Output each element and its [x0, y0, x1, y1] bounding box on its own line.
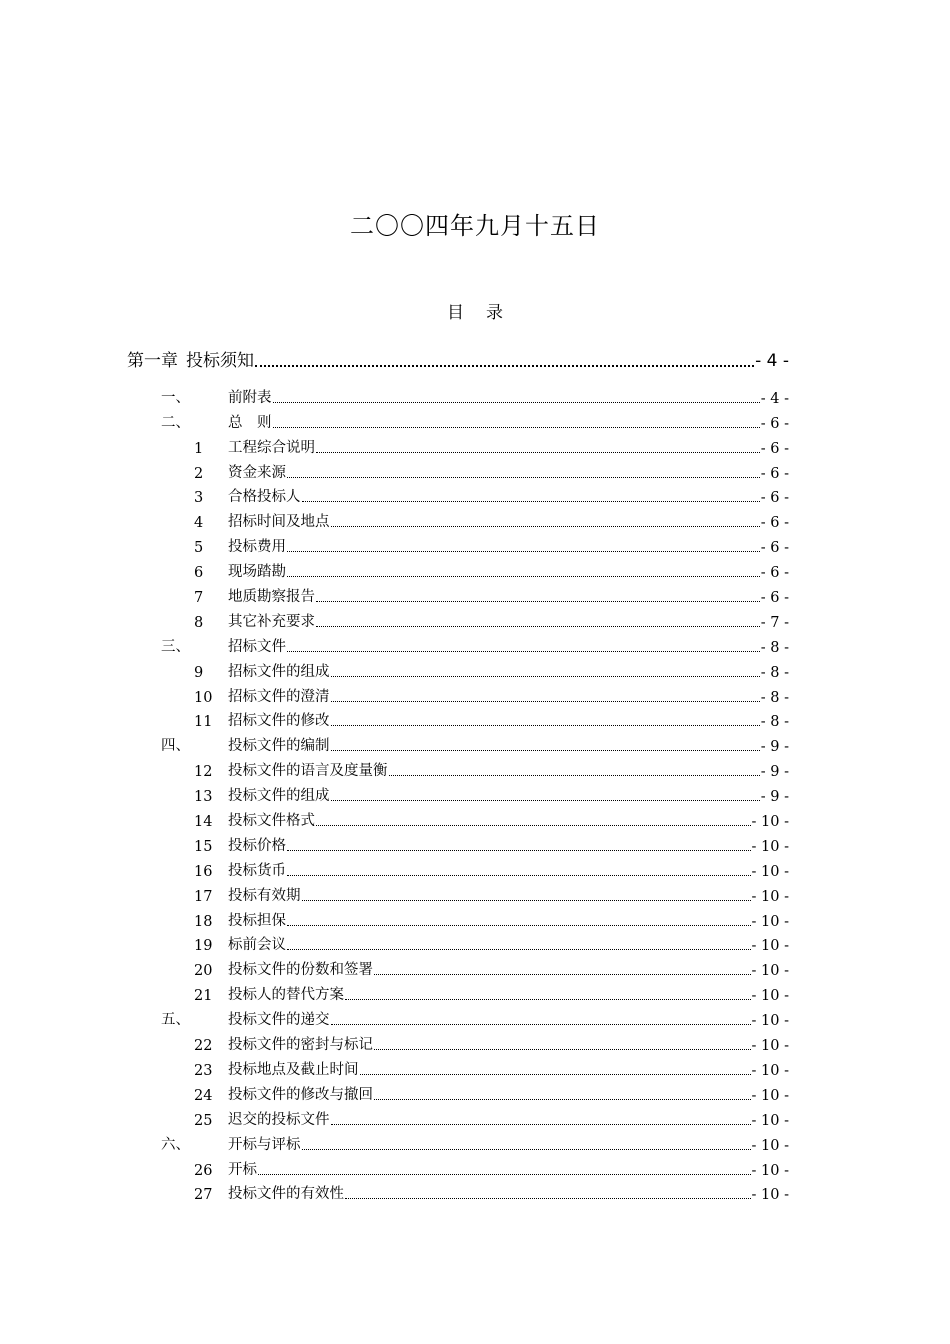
dot-leader [287, 651, 760, 652]
toc-entry-title: 现场踏勘 [228, 564, 286, 581]
toc-entry-number: 14 [194, 814, 213, 831]
toc-entry[interactable] [0, 782, 950, 807]
toc-entry-body [228, 510, 789, 531]
toc-entry[interactable] [0, 558, 950, 583]
toc-entry-number: 三、 [161, 638, 190, 655]
toc-entry-title: 招标时间及地点 [228, 514, 330, 531]
toc-entry-body [228, 859, 789, 880]
dot-leader [331, 676, 760, 677]
toc-entry-title: 投标文件格式 [228, 813, 315, 830]
dot-leader [255, 365, 754, 367]
toc-entry-number: 12 [194, 764, 213, 781]
toc-entry-title: 投标文件的密封与标记 [228, 1037, 373, 1054]
toc-entry[interactable] [0, 708, 950, 733]
dot-leader [316, 452, 760, 453]
toc-heading-char-2: 录 [486, 303, 503, 323]
toc-entry[interactable] [0, 882, 950, 907]
toc-entry-number: 9 [194, 664, 204, 681]
toc-entry-page-number: - 8 - [760, 689, 789, 706]
toc-entry-title: 工程综合说明 [228, 439, 315, 456]
toc-entry-title: 投标有效期 [228, 887, 301, 904]
toc-entry-body [228, 784, 789, 805]
toc-entry-number: 五、 [161, 1012, 190, 1029]
toc-entry-title: 总 则 [228, 414, 272, 431]
toc-entry[interactable] [0, 807, 950, 832]
toc-entry-number: 16 [194, 863, 213, 880]
toc-entry-title: 投标文件的语言及度量衡 [228, 763, 388, 780]
toc-entry[interactable] [0, 633, 950, 658]
toc-entry-number: 22 [194, 1038, 213, 1055]
toc-entry-title: 投标费用 [228, 539, 286, 556]
toc-entry-title: 投标文件的份数和签署 [228, 962, 373, 979]
toc-entry-page-number: - 10 - [751, 988, 789, 1005]
toc-entry-page-number: - 8 - [760, 639, 789, 656]
toc-entry-title: 投标价格 [228, 837, 286, 854]
toc-entry-number: 7 [194, 590, 204, 607]
toc-entry-number: 10 [194, 689, 213, 706]
toc-entry-title: 投标地点及截止时间 [228, 1061, 359, 1078]
toc-entry-page-number: - 4 - [760, 390, 789, 407]
toc-entry-body [228, 560, 789, 581]
toc-entry-page-number: - 6 - [760, 490, 789, 507]
toc-entry-number: 二、 [161, 414, 190, 431]
toc-entry-number: 13 [194, 789, 213, 806]
toc-entry-page-number: - 10 - [751, 1087, 789, 1104]
toc-entry[interactable] [0, 459, 950, 484]
toc-entry-number: 21 [194, 988, 213, 1005]
dot-leader [273, 402, 760, 403]
toc-entry-number: 5 [194, 540, 204, 557]
dot-leader [360, 1074, 751, 1075]
toc-entry[interactable] [0, 1056, 950, 1081]
toc-entry-title: 标前会议 [228, 937, 286, 954]
toc-entry-body [228, 1108, 789, 1129]
dot-leader [273, 427, 760, 428]
dot-leader [331, 725, 760, 726]
toc-entry-body [228, 660, 789, 681]
toc-entry-page-number: - 10 - [751, 1038, 789, 1055]
toc-entry[interactable] [0, 384, 950, 409]
toc-entry[interactable] [0, 583, 950, 608]
toc-entry-title: 投标货币 [228, 862, 286, 879]
toc-entry[interactable] [0, 1006, 950, 1031]
toc-entry-body [228, 1058, 789, 1079]
toc-entry-title: 迟交的投标文件 [228, 1111, 330, 1128]
dot-leader [345, 999, 751, 1000]
toc-entry-body [228, 1033, 789, 1054]
chapter-label [127, 346, 254, 371]
chapter-title: 投标须知 [186, 351, 254, 371]
toc-entry-title: 投标文件的有效性 [228, 1186, 344, 1203]
toc-entry-title: 前附表 [228, 389, 272, 406]
toc-entry-number: 六、 [161, 1136, 190, 1153]
toc-entry[interactable] [0, 1081, 950, 1106]
dot-leader [287, 949, 751, 950]
toc-entry-page-number: - 9 - [760, 739, 789, 756]
document-date: 二〇〇四年九月十五日 [350, 212, 600, 240]
toc-entry-title: 招标文件的组成 [228, 663, 330, 680]
toc-entry-title: 投标担保 [228, 912, 286, 929]
toc-entry-body [228, 909, 789, 930]
dot-leader [331, 1124, 751, 1125]
dot-leader [287, 551, 760, 552]
toc-entry-title: 投标文件的编制 [228, 738, 330, 755]
toc-entry-page-number: - 9 - [760, 789, 789, 806]
toc-entry-body [228, 585, 789, 606]
dot-leader [316, 601, 760, 602]
toc-heading-char-1: 目 [447, 303, 464, 323]
toc-entry-body [228, 834, 789, 855]
toc-entry-body [228, 436, 789, 457]
toc-entry[interactable] [0, 409, 950, 434]
dot-leader [331, 526, 760, 527]
toc-entry[interactable] [0, 658, 950, 683]
dot-leader [316, 825, 751, 826]
toc-entry-body [228, 933, 789, 954]
toc-entry-body [228, 386, 789, 407]
toc-entry-body [228, 635, 789, 656]
toc-entry-title: 其它补充要求 [228, 613, 315, 630]
toc-entry-page-number: - 10 - [751, 963, 789, 980]
toc-entry-number: 15 [194, 838, 213, 855]
toc-entry[interactable] [0, 907, 950, 932]
chapter-page-number: - 4 - [755, 351, 789, 371]
toc-entry-body [228, 685, 789, 706]
dot-leader [374, 1099, 751, 1100]
toc-entry[interactable] [0, 932, 950, 957]
toc-entry-page-number: - 10 - [751, 938, 789, 955]
toc-entry-number: 4 [194, 515, 204, 532]
toc-entry-title: 招标文件的澄清 [228, 688, 330, 705]
toc-entry-body [228, 1133, 789, 1154]
toc-entry-page-number: - 10 - [751, 838, 789, 855]
toc-entry-page-number: - 10 - [751, 888, 789, 905]
toc-entry-page-number: - 10 - [751, 1162, 789, 1179]
toc-entry-list [0, 384, 950, 1205]
toc-entry[interactable] [0, 732, 950, 757]
toc-entry-page-number: - 6 - [760, 590, 789, 607]
toc-entry-page-number: - 10 - [751, 1013, 789, 1030]
toc-entry-body [228, 485, 789, 506]
dot-leader [287, 875, 751, 876]
toc-entry-number: 18 [194, 913, 213, 930]
toc-entry-title: 投标人的替代方案 [228, 987, 344, 1004]
dot-leader [331, 701, 760, 702]
toc-entry-number: 25 [194, 1112, 213, 1129]
toc-entry-page-number: - 10 - [751, 1112, 789, 1129]
toc-entry-page-number: - 6 - [760, 415, 789, 432]
toc-entry[interactable] [0, 1131, 950, 1156]
toc-entry-body [228, 1008, 789, 1029]
toc-entry-number: 2 [194, 465, 204, 482]
toc-entry-number: 1 [194, 440, 204, 457]
toc-entry[interactable] [0, 533, 950, 558]
toc-entry[interactable] [0, 1031, 950, 1056]
toc-entry-page-number: - 6 - [760, 565, 789, 582]
dot-leader [374, 974, 751, 975]
toc-entry[interactable] [0, 683, 950, 708]
toc-entry-page-number: - 10 - [751, 863, 789, 880]
toc-entry[interactable] [0, 1156, 950, 1181]
toc-entry-page-number: - 10 - [751, 913, 789, 930]
toc-entry-page-number: - 8 - [760, 714, 789, 731]
toc-entry-title: 投标文件的修改与撤回 [228, 1086, 373, 1103]
toc-entry-title: 开标 [228, 1161, 257, 1178]
dot-leader [302, 501, 760, 502]
toc-entry-page-number: - 10 - [751, 1187, 789, 1204]
toc-entry-title: 投标文件的组成 [228, 788, 330, 805]
toc-entry-body [228, 1083, 789, 1104]
toc-entry-title: 地质勘察报告 [228, 589, 315, 606]
dot-leader [287, 925, 751, 926]
toc-entry-page-number: - 6 - [760, 540, 789, 557]
toc-entry-title: 合格投标人 [228, 489, 301, 506]
toc-entry-body [228, 1158, 789, 1179]
dot-leader [287, 850, 751, 851]
toc-entry-page-number: - 10 - [751, 1137, 789, 1154]
toc-entry-body [228, 958, 789, 979]
toc-entry-number: 17 [194, 888, 213, 905]
dot-leader [331, 800, 760, 801]
dot-leader [287, 576, 760, 577]
toc-entry-body [228, 461, 789, 482]
toc-entry-title: 投标文件的递交 [228, 1012, 330, 1029]
toc-entry-page-number: - 9 - [760, 764, 789, 781]
toc-entry-title: 资金来源 [228, 464, 286, 481]
dot-leader [374, 1049, 751, 1050]
toc-entry-page-number: - 10 - [751, 1062, 789, 1079]
toc-entry[interactable] [0, 434, 950, 459]
toc-entry-title: 招标文件的修改 [228, 713, 330, 730]
dot-leader [345, 1198, 751, 1199]
toc-entry[interactable] [0, 832, 950, 857]
dot-leader [258, 1174, 751, 1175]
toc-entry-body [228, 983, 789, 1004]
dot-leader [316, 626, 760, 627]
dot-leader [331, 1024, 751, 1025]
toc-entry[interactable] [0, 508, 950, 533]
toc-entry-page-number: - 8 - [760, 664, 789, 681]
toc-entry-number: 11 [194, 714, 213, 731]
toc-entry-body [228, 759, 789, 780]
toc-entry-body [228, 411, 789, 432]
toc-entry-number: 6 [194, 565, 204, 582]
toc-entry-number: 四、 [161, 738, 190, 755]
chapter-number: 第一章 [127, 351, 178, 371]
toc-entry-number: 24 [194, 1087, 213, 1104]
toc-entry[interactable] [0, 857, 950, 882]
toc-entry-body [228, 1182, 789, 1203]
toc-entry[interactable] [0, 608, 950, 633]
toc-entry[interactable] [0, 956, 950, 981]
toc-entry[interactable] [0, 1181, 950, 1206]
toc-entry-title: 招标文件 [228, 638, 286, 655]
toc-entry-page-number: - 6 - [760, 465, 789, 482]
toc-entry-page-number: - 6 - [760, 440, 789, 457]
toc-entry-title: 开标与评标 [228, 1136, 301, 1153]
toc-entry-number: 3 [194, 490, 204, 507]
dot-leader [389, 775, 760, 776]
dot-leader [287, 477, 760, 478]
toc-entry-body [228, 809, 789, 830]
toc-entry-page-number: - 7 - [760, 614, 789, 631]
toc-entry-page-number: - 6 - [760, 515, 789, 532]
toc-chapter-entry[interactable] [127, 347, 789, 371]
toc-entry[interactable] [0, 484, 950, 509]
toc-entry[interactable] [0, 981, 950, 1006]
toc-entry[interactable] [0, 1106, 950, 1131]
toc-entry-number: 26 [194, 1162, 213, 1179]
toc-entry-number: 27 [194, 1187, 213, 1204]
dot-leader [302, 900, 751, 901]
toc-entry-body [228, 610, 789, 631]
toc-entry-number: 19 [194, 938, 213, 955]
toc-entry-number: 20 [194, 963, 213, 980]
toc-heading [0, 298, 950, 323]
toc-entry-body [228, 709, 789, 730]
toc-entry[interactable] [0, 757, 950, 782]
toc-entry-page-number: - 10 - [751, 814, 789, 831]
toc-entry-number: 23 [194, 1062, 213, 1079]
toc-entry-number: 8 [194, 614, 204, 631]
toc-entry-body [228, 734, 789, 755]
toc-entry-body [228, 535, 789, 556]
dot-leader [302, 1149, 751, 1150]
dot-leader [331, 750, 760, 751]
toc-entry-number: 一、 [161, 389, 190, 406]
toc-entry-body [228, 884, 789, 905]
